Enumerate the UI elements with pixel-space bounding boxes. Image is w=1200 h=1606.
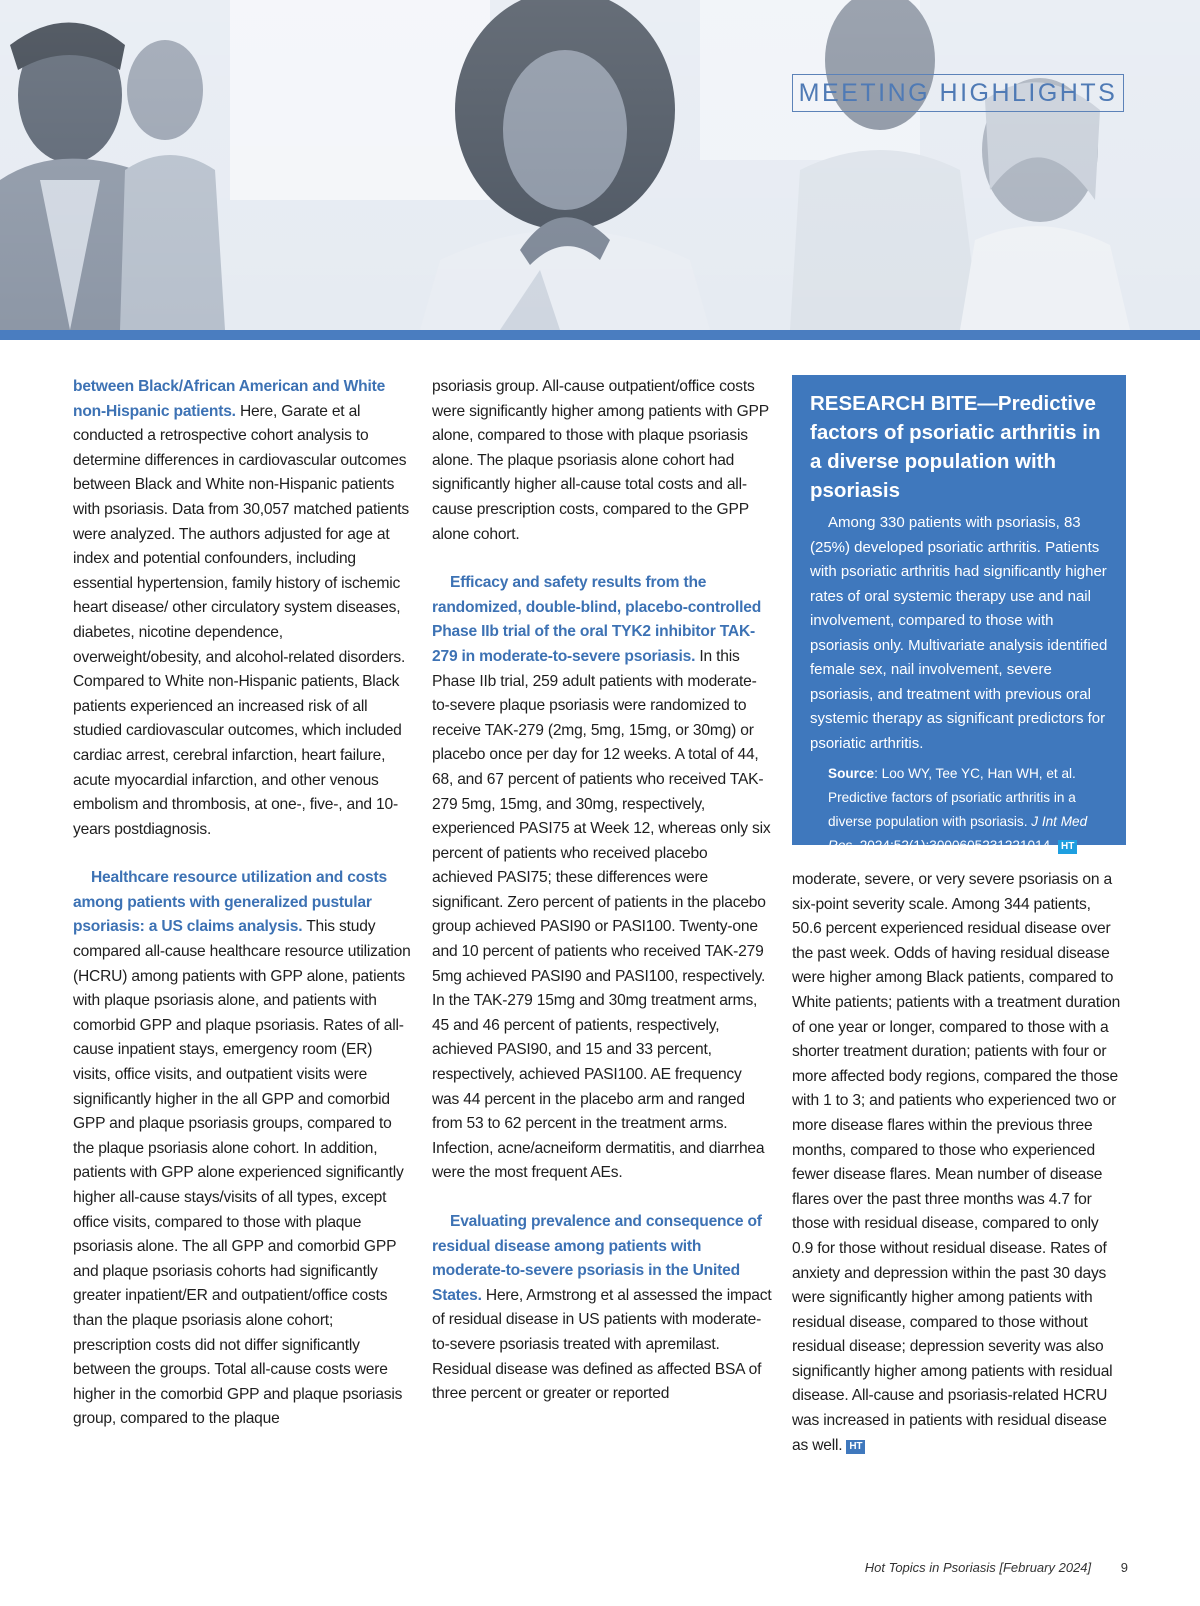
article-heading: Efficacy and safety results from the randomized, double-blind, placebo-controlled Phase IIb trial of the oral TYK2 inhibitor TAK-279 in moderate-to-severe psoriasis. (432, 574, 762, 665)
article-text: moderate, severe, or very severe psoriasis on a six-point severity scale. Among 344 patients, 50.6 percent experienced residual disease over the past week. Odds of having residual disease were higher among Black patients, compared to White patients; patients with a treatment duration of one year or longer, compared to those with a shorter treatment duration; patients with four or more affected body regions, compared the those with 1 to 3; and patients who experienced two or more disease flares within the previous three months, compared to those who experienced fewer disease flares. Mean number of disease flares over the past three months was 4.7 for those with residual disease, compared to only 0.9 for those without residual disease. Rates of anxiety and depression within the past 30 days were significantly higher among patients with residual disease, compared to those without residual disease; depression severity was also significantly higher among patients with residual disease. All-cause and psoriasis-related HCRU was increased in patients with residual disease as well. (792, 871, 1121, 1454)
article-paragraph (432, 375, 772, 547)
research-bite-box (792, 375, 1126, 853)
article-heading: Healthcare resource utilization and costs among patients with generalized pustular psoriasis: a US claims analysis. (73, 869, 387, 936)
source-label: Source (828, 766, 875, 781)
research-bite-body: Among 330 patients with psoriasis, 83 (25%) developed psoriatic arthritis. Patients with psoriatic arthritis had significantly higher rates of oral systemic therapy use and nail involvement, compared to those with psoriasis only. Multivariate analysis identified female sex, nail involvement, severe psoriasis, and treatment with previous oral systemic therapy as significant predictors for psoriatic arthritis. (810, 514, 1108, 752)
article-text: This study compared all-cause healthcare resource utilization (HCRU) among patients with GPP alone, patients with plaque psoriasis alone, and patients with comorbid GPP and plaque psoriasis. Rates of all-cause inpatient stays, emergency room (ER) visits, office visits, and outpatient visits were significantly higher in the all GPP and comorbid GPP and plaque psoriasis groups, compared to the plaque psoriasis alone cohort. In addition, patients with GPP alone experienced significantly higher all-cause stays/visits of all types, except office visits, compared to those with plaque psoriasis alone. The all GPP and comorbid GPP and plaque psoriasis cohorts had significantly greater inpatient/ER and outpatient/office costs than the plaque psoriasis alone cohort; prescription costs did not differ significantly between the groups. Total all-cause costs were higher in the comorbid GPP and plaque psoriasis group, compared to the plaque (73, 918, 411, 1428)
footer-journal: Hot Topics in Psoriasis [February 2024] (864, 1560, 1092, 1575)
article-heading: between Black/African American and White non-Hispanic patients. (73, 378, 386, 420)
article-text: psoriasis group. All-cause outpatient/office costs were significantly higher among patients with GPP alone, compared to those with plaque psoriasis alone. The plaque psoriasis alone cohort had significantly higher all-cause total costs and all-cause prescription costs, compared to the GPP alone cohort. (432, 378, 769, 543)
audience-illustration (0, 0, 1200, 330)
article-paragraph (432, 1210, 772, 1407)
column-1 (73, 375, 413, 1456)
article-paragraph (73, 866, 413, 1432)
column-3 (792, 868, 1122, 1482)
research-bite-source (810, 762, 1108, 858)
research-bite-title: RESEARCH BITE—Predictive factors of psoriatic arthritis in a diverse population with psoriasis (810, 392, 1101, 502)
page-footer (700, 1560, 1128, 1575)
header-photo (0, 0, 1200, 330)
source-authors: : Loo WY, Tee YC, Han WH, et al. Predictive factors of psoriatic arthritis in a diverse population with psoriasis. (828, 766, 1076, 829)
article-paragraph (792, 868, 1122, 1458)
source-journal: J Int Med Res (828, 814, 1088, 853)
ht-badge-icon: HT (1058, 840, 1077, 854)
end-mark-icon: HT (846, 1440, 865, 1454)
column-2 (432, 375, 772, 1431)
article-text: In this Phase IIb trial, 259 adult patients with moderate-to-severe plaque psoriasis were randomized to receive TAK-279 (2mg, 5mg, 15mg, or 30mg) or placebo once per day for 12 weeks. A total of 44, 68, and 67 percent of patients who received TAK-279 5mg, 15mg, and 30mg, respectively, experienced PASI75 at Week 12, whereas only six percent of patients who received placebo achieved PASI75; these differences were significant. Zero percent of patients in the placebo group achieved PASI90 or PASI100. Twenty-one and 10 percent of patients who received TAK-279 5mg achieved PASI90 and PASI100, respectively. In the TAK-279 15mg and 30mg treatment arms, 45 and 46 percent of patients, respectively, achieved PASI90, and 15 and 33 percent, respectively, achieved PASI100. AE frequency was 44 percent in the placebo arm and ranged from 53 to 62 percent in the treatment arms. Infection, acne/acneiform dermatitis, and diarrhea were the most frequent AEs. (432, 647, 771, 1182)
article-heading: Evaluating prevalence and consequence of residual disease among patients with moderate-to-severe psoriasis in the United States. (432, 1213, 762, 1304)
header-rule (0, 330, 1200, 340)
article-text: Here, Garate et al conducted a retrospective cohort analysis to determine differences in cardiovascular outcomes between Black and White non-Hispanic patients with psoriasis. Data from 30,057 matched patients were analyzed. The authors adjusted for age at index and potential confounders, including essential hypertension, family history of ischemic heart disease/ other circulatory system diseases, diabetes, nicotine dependence, overweight/obesity, and alcohol-related disorders. Compared to White non-Hispanic patients, Black patients experienced an increased risk of all studied cardiovascular outcomes, which included cardiac arrest, cerebral infarction, heart failure, acute myocardial infarction, and other venous embolism and thrombosis, at one-, five-, and 10-years postdiagnosis. (73, 402, 410, 838)
article-text: Here, Armstrong et al assessed the impact of residual disease in US patients with moderate-to-severe psoriasis treated with apremilast. Residual disease was defined as affected BSA of three percent or greater or reported (432, 1286, 772, 1403)
source-citation: . 2024;52(1):3000605231221014. (852, 838, 1055, 853)
article-paragraph (73, 375, 413, 842)
section-label: MEETING HIGHLIGHTS (792, 74, 1124, 112)
article-paragraph (432, 571, 772, 1186)
page-number: 9 (1120, 1560, 1128, 1575)
